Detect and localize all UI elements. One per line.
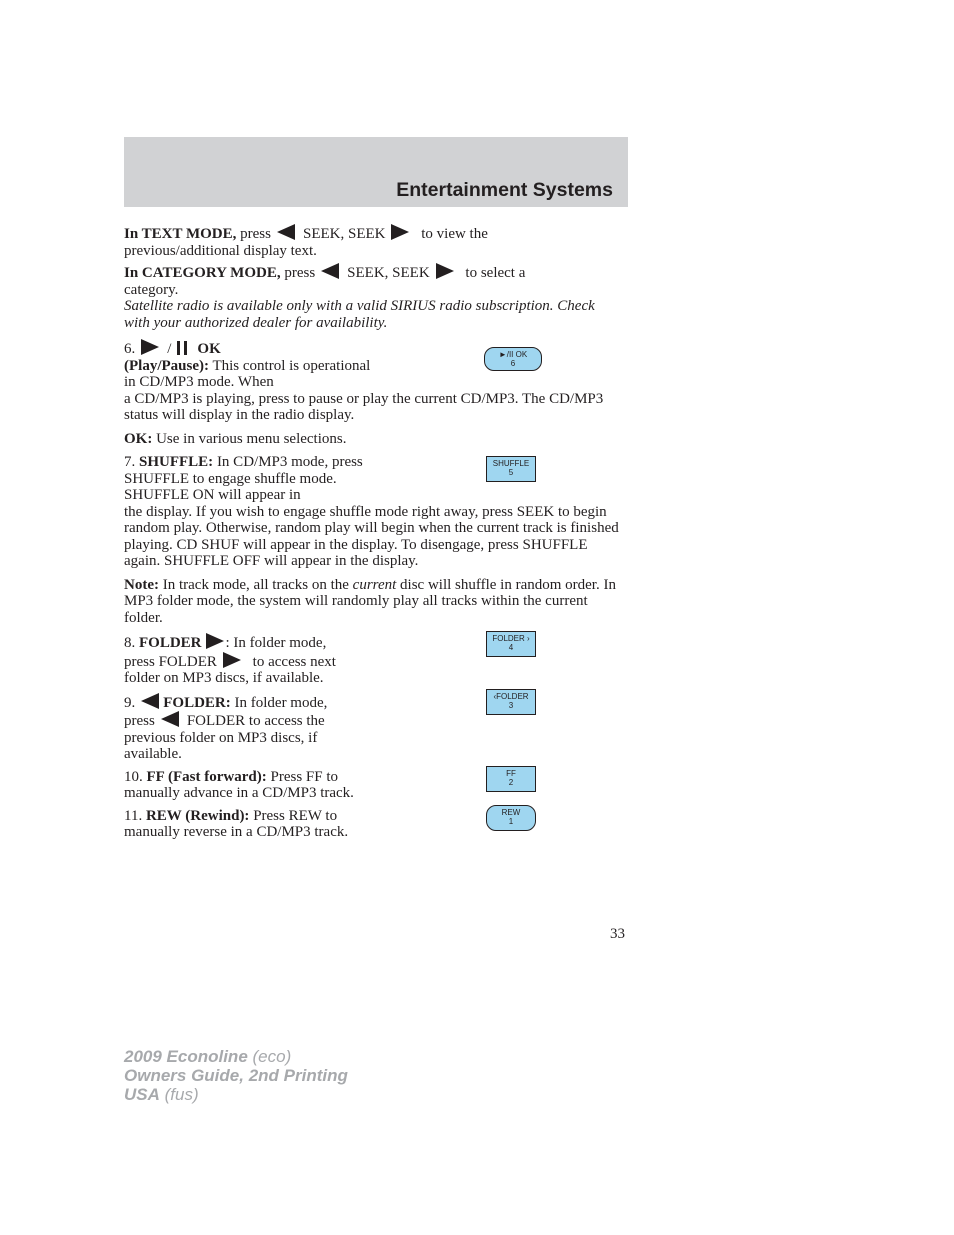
fast-forward-button[interactable]: FF 2 <box>486 766 536 792</box>
folder-next-button[interactable]: FOLDER › 4 <box>486 631 536 657</box>
folder-next-icon <box>206 633 224 649</box>
text-mode-paragraph: In TEXT MODE, press SEEK, SEEK to view the previous/additional display text. <box>124 226 488 259</box>
seek-right-icon <box>436 263 454 279</box>
item-11-rewind: 11. REW (Rewind): Press REW to manually reverse in a CD/MP3 track. REW 1 <box>124 808 624 841</box>
item-7-shuffle: 7. SHUFFLE: In CD/MP3 mode, press SHUFFLE to engage shuffle mode. SHUFFLE ON will appear in the display. If you wish to engage shuffle mode right away, press SEEK to begin random play. Otherwise, random play will begin when the current track is finished playing. CD SHUF will appear in the display. To disengage, press SHUFFLE again. SHUFFLE OFF will appear in the display. SHUFFLE 5 <box>124 454 619 569</box>
item-9-folder-previous: 9. FOLDER: In folder mode, press FOLDER to access the previous folder on MP3 discs, if available. ‹FOLDER 3 <box>124 693 624 763</box>
satellite-note: Satellite radio is available only with a valid SIRIUS radio subscription. Check with your authorized dealer for availability. <box>124 298 595 331</box>
pause-icon <box>177 341 187 355</box>
item-10-fast-forward: 10. FF (Fast forward): Press FF to manually advance in a CD/MP3 track. FF 2 <box>124 769 624 802</box>
play-icon <box>141 339 159 355</box>
section-title: Entertainment Systems <box>396 179 613 201</box>
seek-left-icon <box>277 224 295 240</box>
rewind-button[interactable]: REW 1 <box>486 805 536 831</box>
note-paragraph: Note: In track mode, all tracks on the current disc will shuffle in random order. In MP3 folder mode, the system will randomly play all tracks within the current folder. <box>124 576 616 626</box>
footer: 2009 Econoline (eco) Owners Guide, 2nd Printing USA (fus) <box>124 1047 348 1104</box>
shuffle-button[interactable]: SHUFFLE 5 <box>486 456 536 482</box>
page-content <box>124 224 624 841</box>
item-6-play-pause: 6. / OK (Play/Pause): This control is operational in CD/MP3 mode. When a CD/MP3 is playing, press to pause or play the current CD/MP3. The CD/MP3 status will display in the radio display. ►/II OK 6 <box>124 341 604 423</box>
seek-right-icon <box>391 224 409 240</box>
page-number: 33 <box>610 926 625 942</box>
folder-next-icon <box>223 652 241 668</box>
section-header <box>124 137 628 207</box>
folder-previous-button[interactable]: ‹FOLDER 3 <box>486 689 536 715</box>
folder-previous-icon <box>161 711 179 727</box>
folder-previous-icon <box>141 693 159 709</box>
category-mode-paragraph: In CATEGORY MODE, press SEEK, SEEK to select a category. <box>124 265 526 298</box>
seek-left-icon <box>321 263 339 279</box>
ok-note: OK: Use in various menu selections. <box>124 430 347 447</box>
item-8-folder-next: 8. FOLDER : In folder mode, press FOLDER to access next folder on MP3 discs, if available. FOLDER › 4 <box>124 633 624 687</box>
play-pause-ok-button[interactable]: ►/II OK 6 <box>484 347 542 371</box>
